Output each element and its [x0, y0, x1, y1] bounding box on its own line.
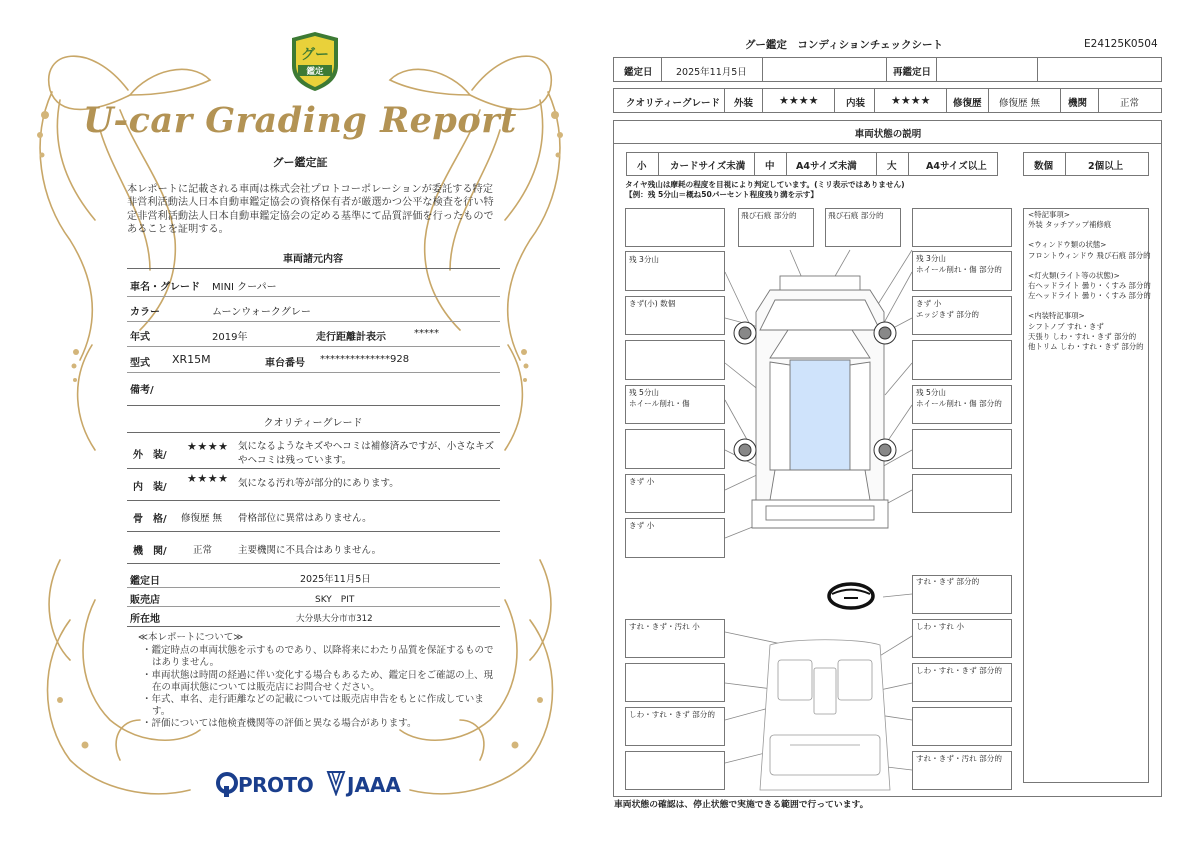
damage-note-box: [625, 340, 725, 380]
reinspect-date-label: 再鑑定日: [893, 67, 932, 78]
sheet-footnote: 車両状態の確認は、停止状態で実施できる範囲で行っています。: [614, 800, 869, 810]
damage-note-text: 残 3分山 ホイール削れ・傷 部分的: [916, 254, 1002, 274]
sheet-title: グー鑑定 コンディションチェックシート: [744, 39, 944, 51]
special-note-line: 外装 タッチアップ補修痕: [1028, 220, 1112, 230]
svg-text:鑑定: 鑑定: [306, 67, 324, 77]
divider: [127, 405, 500, 406]
special-note-line: <内装特記事項>: [1028, 311, 1085, 321]
report-notes: [138, 632, 498, 731]
interior-note-box: [625, 663, 725, 702]
interior-label: 内装: [846, 98, 866, 109]
interior-note-text: しわ・すれ 小: [916, 622, 964, 631]
divider: [127, 346, 500, 347]
damage-note-text: きず 小 エッジきず 部分的: [916, 299, 980, 319]
divider: [127, 296, 500, 297]
frame-grade: 修復歴 無: [181, 513, 223, 524]
sheet-code: E24125K0504: [1084, 38, 1158, 50]
divider: [127, 432, 500, 433]
sheet-date-label: 鑑定日: [624, 67, 653, 78]
interior-note-text: すれ・きず 部分的: [916, 577, 980, 586]
interior-comment: 気になる汚れ等が部分的にあります。: [238, 478, 399, 489]
certificate-heading: グー鑑定証: [272, 156, 328, 169]
shop-label: 販売店: [130, 595, 160, 606]
frame-comment: 骨格部位に異常はありません。: [238, 513, 372, 524]
condition-section-title: 車両状態の説明: [854, 129, 922, 140]
model-value: XR15M: [172, 353, 211, 366]
exterior-grade: ★★★★: [187, 440, 229, 453]
special-note-line: 他トリム しわ・すれ・きず 部分的: [1028, 342, 1144, 352]
proto-logo-icon: [216, 772, 238, 798]
divider: [127, 468, 500, 469]
size-mid-label: 中: [765, 161, 775, 172]
divider: [127, 531, 500, 532]
damage-note-text: 残 5分山 ホイール削れ・傷: [629, 388, 690, 408]
divider: [127, 563, 500, 564]
count-value: 2個以上: [1088, 161, 1124, 172]
damage-note-box: [625, 429, 725, 469]
divider: [127, 500, 500, 501]
damage-note-text: 飛び石痕 部分的: [741, 211, 797, 220]
repair-history-value: 修復歴 無: [999, 98, 1041, 109]
inspection-date-label: 鑑定日: [130, 576, 160, 587]
damage-note-text: 飛び石痕 部分的: [828, 211, 884, 220]
engine-value: 正常: [1120, 98, 1140, 109]
exterior-label: 外 装/: [133, 450, 167, 461]
inspection-date-value: 2025年11月5日: [300, 574, 371, 585]
spacer: [1028, 301, 1151, 311]
note-item: ・年式、車名、走行距離などの記載については販売店申告をもとに作成しています。: [142, 694, 484, 718]
sheet-date-value: 2025年11月5日: [676, 67, 747, 78]
repair-history-label: 修復歴: [953, 98, 982, 109]
special-note-line: 天張り しわ・すれ・きず 部分的: [1028, 331, 1137, 341]
year-value: 2019年: [212, 332, 248, 343]
divider: [127, 321, 500, 322]
special-note-line: <特記事項>: [1028, 210, 1070, 219]
engine-label: 機関: [1068, 98, 1088, 109]
damage-note-text: きず 小: [629, 477, 655, 486]
spacer: [1028, 261, 1151, 271]
damage-note-box: [912, 474, 1012, 513]
special-notes: [1028, 210, 1151, 352]
remarks-label: 備考/: [130, 385, 154, 396]
car-name-label: 車名・グレード: [130, 282, 200, 293]
year-label: 年式: [130, 332, 150, 343]
exterior-stars: ★★★★: [779, 94, 819, 107]
damage-note-text: 残 5分山 ホイール削れ・傷 部分的: [916, 388, 1002, 408]
damage-note-text: 残 3分山: [629, 255, 660, 264]
spacer: [1028, 230, 1151, 240]
damage-note-box: [625, 208, 725, 247]
divider: [127, 268, 500, 269]
exterior-label: 外装: [734, 98, 754, 109]
quality-grade-label: クオリティーグレード: [626, 98, 721, 109]
size-mid-value: A4サイズ未満: [796, 161, 857, 172]
special-note-line: シフトノブ すれ・きず: [1028, 321, 1104, 331]
exterior-comment: 気になるようなキズやヘコミは補修済みですが、小さなキズやヘコミは残っています。: [238, 441, 495, 466]
chassis-label: 車台番号: [265, 358, 305, 369]
proto-brand: PROTO: [238, 773, 314, 797]
interior-note-box: [912, 707, 1012, 746]
interior-note-box: [625, 751, 725, 790]
mileage-label: 走行距離計表示: [316, 332, 386, 343]
damage-note-box: [912, 208, 1012, 247]
damage-note-text: きず 小: [629, 521, 655, 530]
size-large-value: A4サイズ以上: [926, 161, 987, 172]
size-large-label: 大: [887, 161, 897, 172]
shop-value: SKY PIT: [315, 595, 355, 605]
divider: [127, 587, 500, 588]
damage-note-box: [912, 340, 1012, 380]
engine-grade: 正常: [193, 545, 213, 556]
tire-note-1: タイヤ残山は摩耗の程度を目視により判定しています。(ミリ表示ではありません): [625, 180, 905, 189]
interior-note-text: しわ・すれ・きず 部分的: [629, 710, 715, 719]
interior-note-text: すれ・きず・汚れ 部分的: [916, 754, 1002, 763]
mileage-value: *****: [414, 328, 439, 339]
note-item: ・車両状態は時間の経過に伴い変化する場合もあるため、鑑定日をご確認の上、現在の車両状態については販売店にお問合せください。: [142, 669, 494, 693]
address-label: 所在地: [130, 614, 160, 625]
certificate-intro: 本レポートに記載される車両は株式会社プロトコーポレーションが委託する特定非営利活動法人日本自動車鑑定協会の資格保有者が厳選かつ公平な検査を行い特定非営利活動法人日本自動車鑑定協会の定める基準にて品質評価を行ったものであることを証明する。: [127, 184, 494, 235]
color-value: ムーンウォークグレー: [212, 307, 311, 318]
special-note-line: 左ヘッドライト 曇り・くすみ 部分的: [1028, 291, 1151, 301]
chassis-value: **************928: [320, 354, 410, 365]
interior-note-text: すれ・きず・汚れ 小: [629, 622, 700, 631]
tire-note-2: 【例：残 5分山＝概ね50パーセント程度残り溝を示す】: [625, 190, 818, 199]
notes-title: ≪本レポートについて≫: [138, 632, 244, 643]
engine-label: 機 関/: [133, 546, 167, 557]
special-note-line: <ウィンドウ類の状態>: [1028, 240, 1107, 250]
damage-note-box: [912, 429, 1012, 469]
report-script-title: U-car Grading Report: [83, 100, 517, 141]
count-label: 数個: [1034, 161, 1054, 172]
interior-stars: ★★★★: [891, 94, 931, 107]
special-note-line: フロントウィンドウ 飛び石痕 部分的: [1028, 250, 1151, 260]
quality-section-title: クオリティーグレード: [263, 418, 363, 429]
special-note-line: 右ヘッドライト 曇り・くすみ 部分的: [1028, 281, 1151, 291]
svg-text:グー: グー: [301, 47, 329, 63]
address-value: 大分県大分市市312: [296, 614, 373, 624]
model-label: 型式: [130, 358, 150, 369]
damage-note-text: きず(小) 数個: [629, 299, 676, 308]
size-small-label: 小: [637, 161, 647, 172]
divider: [127, 372, 500, 373]
goo-kantei-logo: [286, 30, 344, 92]
car-name-value: MINI クーパー: [212, 282, 277, 293]
engine-comment: 主要機関に不具合はありません。: [238, 545, 382, 556]
spec-section-title: 車両諸元内容: [283, 254, 343, 265]
condition-check-sheet: [600, 0, 1200, 848]
interior-label: 内 装/: [133, 482, 167, 493]
note-item: ・評価については他検査機関等の評価と異なる場合があります。: [142, 718, 417, 730]
divider: [127, 606, 500, 607]
jaaa-logo-icon: [326, 770, 346, 796]
interior-note-text: しわ・すれ・きず 部分的: [916, 666, 1002, 675]
interior-grade: ★★★★: [187, 472, 229, 485]
color-label: カラー: [130, 307, 160, 318]
note-item: ・鑑定時点の車両状態を示すものであり、以降将来にわたり品質を保証するものではありません。: [142, 645, 494, 669]
divider: [127, 626, 500, 627]
special-note-line: <灯火類(ライト等の状態)>: [1028, 270, 1120, 280]
frame-label: 骨 格/: [133, 514, 167, 525]
size-small-value: カードサイズ未満: [670, 161, 746, 172]
jaaa-brand: JAAA: [347, 773, 401, 797]
